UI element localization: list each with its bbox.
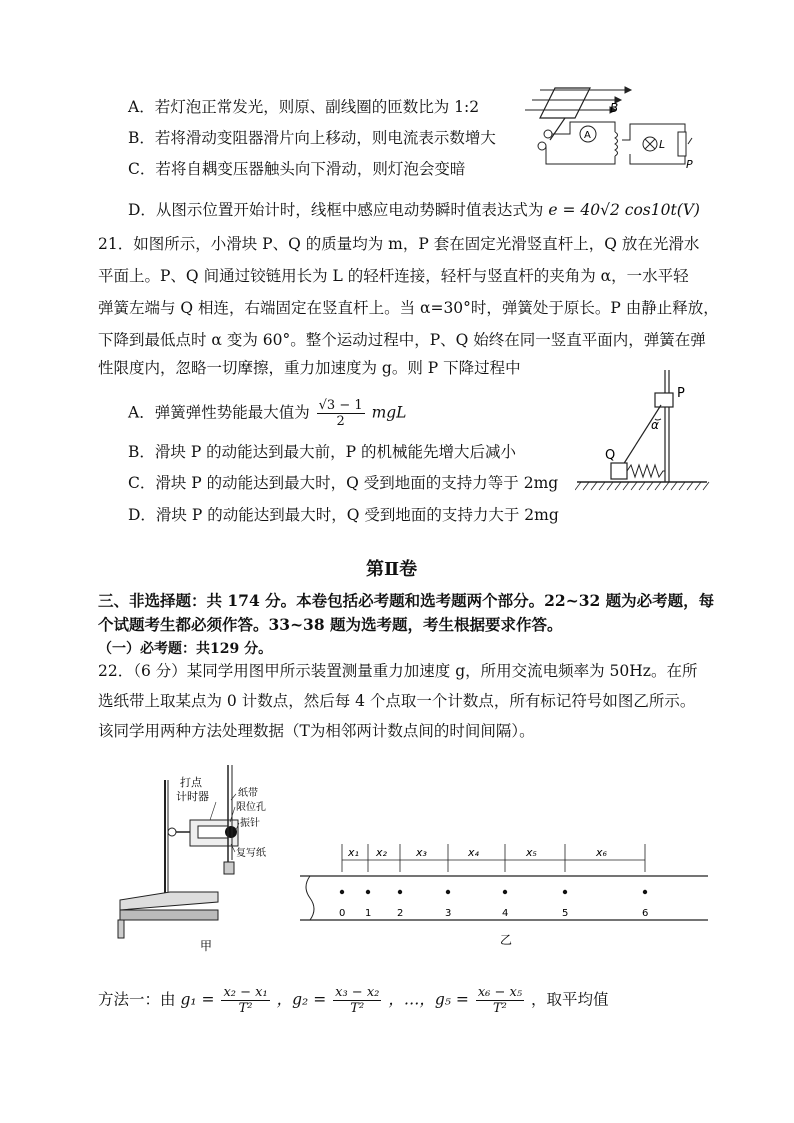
segment-x1: x₁ [348,846,359,859]
point-1: 1 [365,908,372,919]
q20-option-d-text: D．从图示位置开始计时，线框中感应电动势瞬时值表达式为 [128,201,544,219]
apparatus-figure [110,760,280,955]
label-dot: 打点 [180,776,202,789]
spring [627,465,665,477]
q21-option-d: D．滑块 P 的动能达到最大时，Q 受到地面的支持力大于 2mg [128,506,559,524]
q22-line-2: 选纸带上取某点为 0 计数点，然后每 4 个点取一个计数点，所有标记符号如图乙所示。 [98,692,696,710]
point-0: 0 [339,908,346,919]
rheostat-icon [678,132,686,156]
q20-option-a: A．若灯泡正常发光，则原、副线圈的匝数比为 1:2 [128,98,480,116]
q21-stem-line-5: 性限度内，忽略一切摩擦，重力加速度为 g。则 P 下降过程中 [98,359,521,377]
q20-option-d [128,199,700,221]
part3-line-1: 三、非选择题：共 174 分。本卷包括必考题和选考题两个部分。22~32 题为必考题，每 [98,591,715,610]
block-p-label: P [677,386,685,401]
label-needle: 振针 [240,818,260,829]
ammeter-label: A [584,130,591,141]
g2-fraction [333,985,381,1016]
tape-left-edge [306,876,314,920]
q20-option-d-formula: e = 40√2 cos10t(V) [548,201,700,219]
point-6: 6 [642,908,649,919]
fraction-numerator: x₆ − x₅ [477,985,523,1000]
rheostat-label: P [686,158,693,171]
q21-option-c: C．滑块 P 的动能达到最大时，Q 受到地面的支持力等于 2mg [128,474,559,492]
segment-x6: x₆ [596,846,607,859]
block-q-label: Q [605,448,616,463]
figure-yi-caption: 乙 [500,933,513,947]
point-2: 2 [397,908,404,919]
q21-option-b: B．滑块 P 的动能达到最大前，P 的机械能先增大后减小 [128,443,517,461]
tape-figure [300,838,710,953]
fraction-denominator: T² [492,1001,507,1016]
q21-stem-line-2: 平面上。P、Q 间通过铰链用长为 L 的轻杆连接，轻杆与竖直杆的夹角为 α，一水平轻 [98,267,689,285]
q20-option-b: B．若将滑动变阻器滑片向上移动，则电流表示数增大 [128,129,496,147]
g1-fraction [221,985,269,1016]
q21-stem-line-3: 弹簧左端与 Q 相连，右端固定在竖直杆上。当 α=30°时，弹簧处于原长。P 由静止释放， [98,299,719,317]
figure-jia-caption: 甲 [200,939,213,953]
q21-option-a-unit: mgL [371,403,407,422]
q21-stem-line-1: 21．如图所示，小滑块 P、Q 的质量均为 m，P 套在固定光滑竖直杆上，Q 放在光滑水 [98,235,700,253]
field-label-b: B [610,101,619,115]
q21-option-a-fraction [317,398,365,429]
fraction-numerator: x₃ − x₂ [335,985,380,1000]
label-timer: 计时器 [176,790,209,803]
fraction-denominator: 2 [336,414,345,429]
autotransformer-coil [615,132,618,156]
q22-line-3: 该同学用两种方法处理数据（T为相邻两计数点间的时间间隔）。 [98,722,535,740]
section-title: 第Ⅱ卷 [366,559,418,580]
g5-fraction [476,985,524,1016]
g2-label: ，g₂ = [276,990,327,1009]
fraction-denominator: T² [350,1001,365,1016]
segment-x4: x₄ [468,846,479,859]
q22-line-1: 22．（6 分）某同学用图甲所示装置测量重力加速度 g，所用交流电频率为 50Hz。在所 [98,662,698,680]
label-carbon-paper: 复写纸 [236,848,266,859]
point-5: 5 [562,908,569,919]
fraction-numerator: √3 − 1 [318,398,363,413]
weight [224,862,234,874]
point-4: 4 [502,908,509,919]
angle-alpha-label: α [651,418,659,432]
g5-label: ，…，g₅ = [388,990,469,1009]
part3-line-2: 个试题考生都必须作答。33~38 题为选考题，考生根据要求作答。 [98,615,563,634]
lamp-label: L [659,138,666,151]
q21-option-a-text: A．弹簧弹性势能最大值为 [128,403,310,422]
method-one-line [98,985,609,1016]
segment-x2: x₂ [376,846,387,859]
q21-stem-line-4: 下降到最低点时 α 变为 60°。整个运动过程中，P、Q 始终在同一竖直平面内，弹簧在弹 [98,331,706,349]
label-limit-hole: 限位孔 [236,802,266,813]
label-tape: 纸带 [238,788,258,799]
slider-rod-figure [575,365,715,495]
coil-frame [540,88,590,118]
connecting-rod [623,405,661,465]
point-3: 3 [445,908,452,919]
method-one-suffix: ，取平均值 [531,990,609,1009]
block-p [655,393,673,407]
table [120,892,218,910]
q21-option-a [128,398,406,429]
fraction-denominator: T² [238,1001,253,1016]
vibrator-needle [225,826,237,838]
block-q [611,463,627,479]
generator-transformer-figure [510,80,710,175]
g1-label: g₁ = [180,990,215,1009]
segment-x5: x₅ [526,846,537,859]
tape-dots [340,890,647,894]
method-one-prefix: 方法一：由 [98,990,181,1009]
fraction-numerator: x₂ − x₁ [223,985,268,1000]
q20-option-c: C．若将自耦变压器触头向下滑动，则灯泡会变暗 [128,160,466,178]
segment-x3: x₃ [416,846,427,859]
required-heading: （一）必考题：共129 分。 [98,641,273,657]
